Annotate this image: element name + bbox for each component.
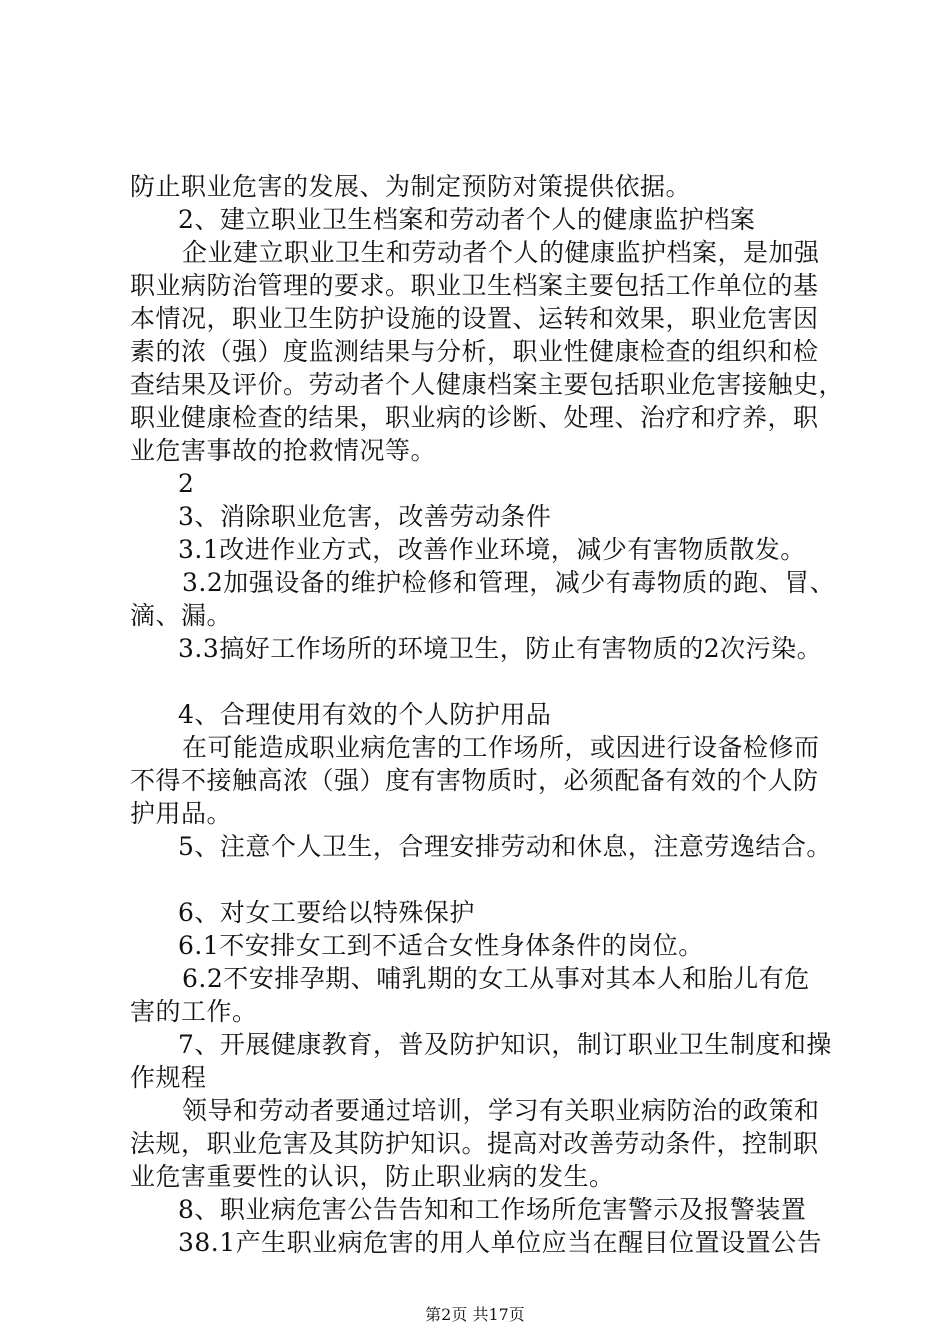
blank-line	[130, 863, 830, 896]
paragraph-line: 本情况，职业卫生防护设施的设置、运转和效果，职业危害因	[130, 304, 819, 333]
list-item-3-3: 3.3搞好工作场所的环境卫生，防止有害物质的2次污染。	[178, 634, 823, 663]
section-heading-2: 2、建立职业卫生档案和劳动者个人的健康监护档案	[178, 205, 756, 234]
paragraph-line: 业危害重要性的认识，防止职业病的发生。	[130, 1162, 615, 1191]
list-item-3-2: 3.2加强设备的维护检修和管理，减少有毒物质的跑、冒、	[182, 568, 836, 597]
paragraph-line: 查结果及评价。劳动者个人健康档案主要包括职业危害接触史，	[130, 370, 845, 399]
paragraph-line: 领导和劳动者要通过培训，学习有关职业病防治的政策和	[182, 1096, 820, 1125]
section-heading-5: 5、注意个人卫生，合理安排劳动和休息，注意劳逸结合。	[178, 832, 832, 861]
list-item-6-1: 6.1不安排女工到不适合女性身体条件的岗位。	[178, 931, 704, 960]
paragraph-line: 防止职业危害的发展、为制定预防对策提供依据。	[130, 172, 692, 201]
paragraph-line: 害的工作。	[130, 997, 258, 1026]
document-body	[130, 170, 845, 1259]
section-heading-7: 7、开展健康教育，普及防护知识，制订职业卫生制度和操	[178, 1030, 832, 1059]
list-item-8-1: 38.1产生职业病危害的用人单位应当在醒目位置设置公告	[178, 1228, 823, 1257]
paragraph-line: 在可能造成职业病危害的工作场所，或因进行设备检修而	[182, 733, 820, 762]
section-heading-4: 4、合理使用有效的个人防护用品	[178, 700, 552, 729]
section-heading-3: 3、消除职业危害，改善劳动条件	[178, 502, 552, 531]
paragraph-line: 护用品。	[130, 799, 233, 828]
section-heading-6: 6、对女工要给以特殊保护	[178, 898, 475, 927]
paragraph-line: 作规程	[130, 1063, 207, 1092]
stray-number: 2	[178, 469, 195, 498]
section-heading-8: 8、职业病危害公告告知和工作场所危害警示及报警装置	[178, 1195, 807, 1224]
paragraph-line: 法规，职业危害及其防护知识。提高对改善劳动条件，控制职	[130, 1129, 819, 1158]
paragraph-line: 素的浓（强）度监测结果与分析，职业性健康检查的组织和检	[130, 337, 819, 366]
blank-line	[130, 665, 830, 698]
list-item-6-2: 6.2不安排孕期、哺乳期的女工从事对其本人和胎儿有危	[182, 964, 810, 993]
paragraph-line: 业危害事故的抢救情况等。	[130, 436, 437, 465]
paragraph-line: 企业建立职业卫生和劳动者个人的健康监护档案，是加强	[182, 238, 820, 267]
paragraph-line: 滴、漏。	[130, 601, 233, 630]
page-footer: 第2页 共17页	[425, 1305, 525, 1324]
paragraph-line: 不得不接触高浓（强）度有害物质时，必须配备有效的个人防	[130, 766, 819, 795]
paragraph-line: 职业健康检查的结果，职业病的诊断、处理、治疗和疗养，职	[130, 403, 819, 432]
list-item-3-1: 3.1改进作业方式，改善作业环境，减少有害物质散发。	[178, 535, 806, 564]
paragraph-line: 职业病防治管理的要求。职业卫生档案主要包括工作单位的基	[130, 271, 819, 300]
